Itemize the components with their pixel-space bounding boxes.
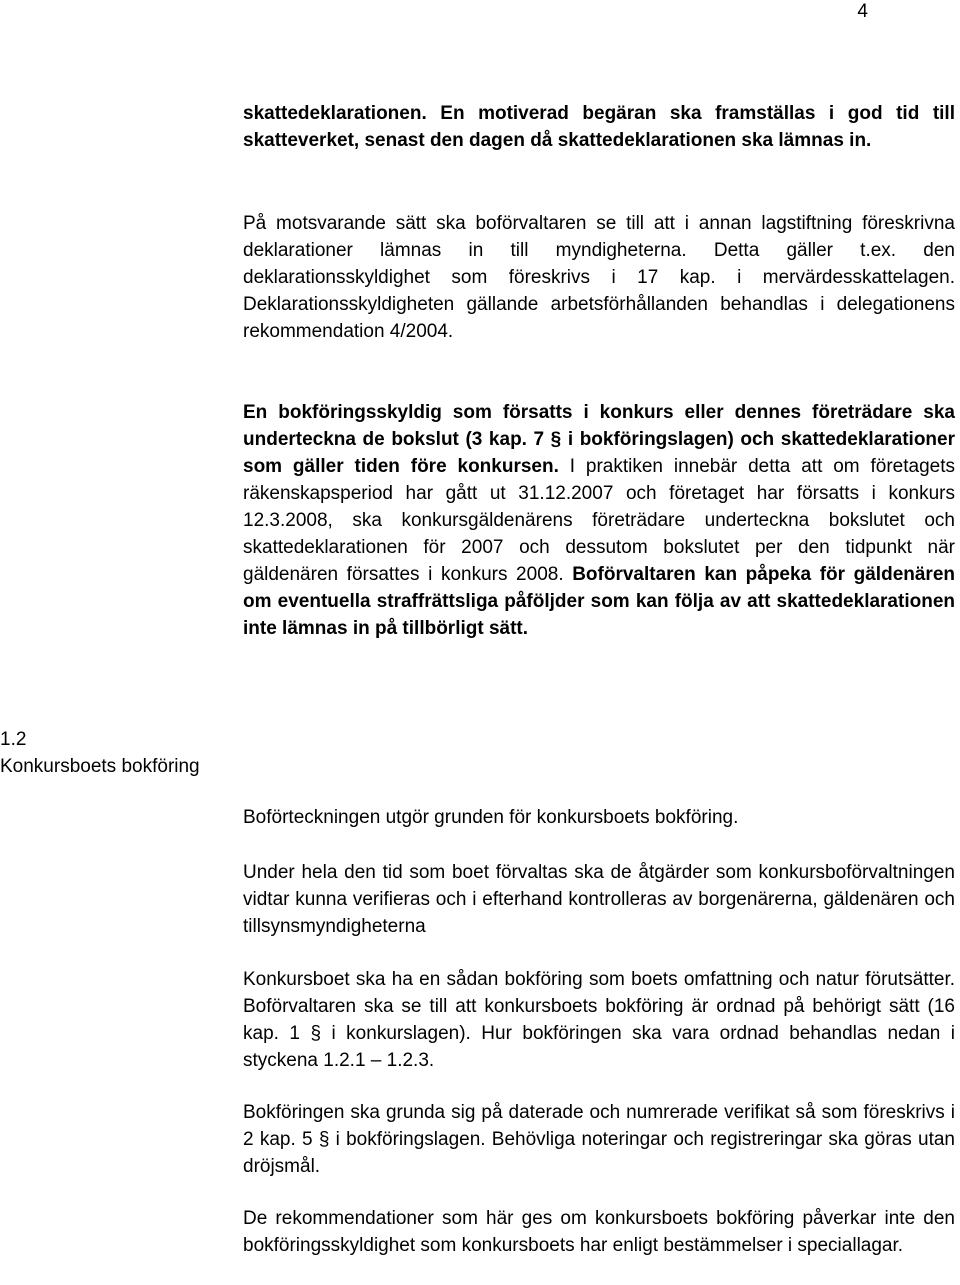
paragraph-4: Boförteckningen utgör grunden för konkursboets bokföring. — [243, 807, 739, 828]
section-title: Konkursboets bokföring — [0, 756, 200, 777]
section-heading — [0, 726, 200, 780]
paragraph-1: skattedeklarationen. En motiverad begäran ska framställas i god tid till skatteverket, senast den dagen då skattedeklarationen ska lämnas in. — [243, 103, 955, 151]
paragraph-vouchers — [243, 1099, 955, 1180]
paragraph-6: Konkursboet ska ha en sådan bokföring som boets omfattning och natur förutsätter. Boförvaltaren ska se till att konkursboets bokföring är ordnad på behörigt sätt (16 kap. 1 § i konkurslagen). Hur bokföringen ska vara ordnad behandlas nedan i styckena 1.2.1 – 1.2.3. — [243, 969, 955, 1071]
paragraph-bookkeeping-order — [243, 966, 955, 1074]
paragraph-other-declarations — [243, 210, 955, 345]
paragraph-inventory — [243, 804, 955, 831]
paragraph-2: På motsvarande sätt ska boförvaltaren se till att i annan lagstiftning föreskrivna deklarationer lämnas in till myndigheterna. Detta gäller t.ex. den deklarationsskyldighet som föreskrivs i 17 kap. i mervärdesskattelagen. Deklarationsskyldigheten gällande arbetsförhållanden behandlas i delegationens rekommendation 4/2004. — [243, 213, 955, 342]
paragraph-bankrupt-signature — [243, 399, 955, 642]
page-number: 4 — [857, 1, 868, 22]
paragraph-3-body: I praktiken innebär detta att om företagets räkenskapsperiod har gått ut 31.12.2007 och företaget har försatts i konkurs 12.3.2008, ska konkursgäldenärens företrädare underteckna bokslutet och skattedeklarationen för 2007 och dessutom bokslutet per den tidpunkt när gäldenären försattes i konkurs 2008. — [243, 456, 955, 585]
paragraph-continuation — [243, 100, 955, 154]
section-number: 1.2 — [0, 729, 27, 750]
paragraph-verification — [243, 859, 955, 940]
paragraph-7: Bokföringen ska grunda sig på daterade och numrerade verifikat så som föreskrivs i 2 kap. 5 § i bokföringslagen. Behövliga noteringar och registreringar ska göras utan dröjsmål. — [243, 1102, 955, 1177]
paragraph-8: De rekommendationer som här ges om konkursboets bokföring påverkar inte den bokföringsskyldighet som konkursboets har enligt bestämmelser i speciallagar. — [243, 1208, 955, 1256]
paragraph-recommendations — [243, 1205, 955, 1259]
paragraph-5: Under hela den tid som boet förvaltas ska de åtgärder som konkursboförvaltningen vidtar kunna verifieras och i efterhand kontrolleras av borgenärerna, gäldenären och tillsynsmyndigheterna — [243, 862, 955, 937]
paragraph-3-bold-outro: Boförvaltaren kan påpeka för gäldenären om eventuella straffrättsliga påföljder som kan följa av att skattedeklarationen inte lämnas in på tillbörligt sätt. — [243, 564, 955, 639]
paragraph-3 — [243, 399, 955, 642]
paragraph-3-bold-intro: En bokföringsskyldig som försatts i konkurs eller dennes företrädare ska underteckna de bokslut (3 kap. 7 § i bokföringslagen) och skattedeklarationer som gäller tiden före konkursen. — [243, 402, 955, 477]
